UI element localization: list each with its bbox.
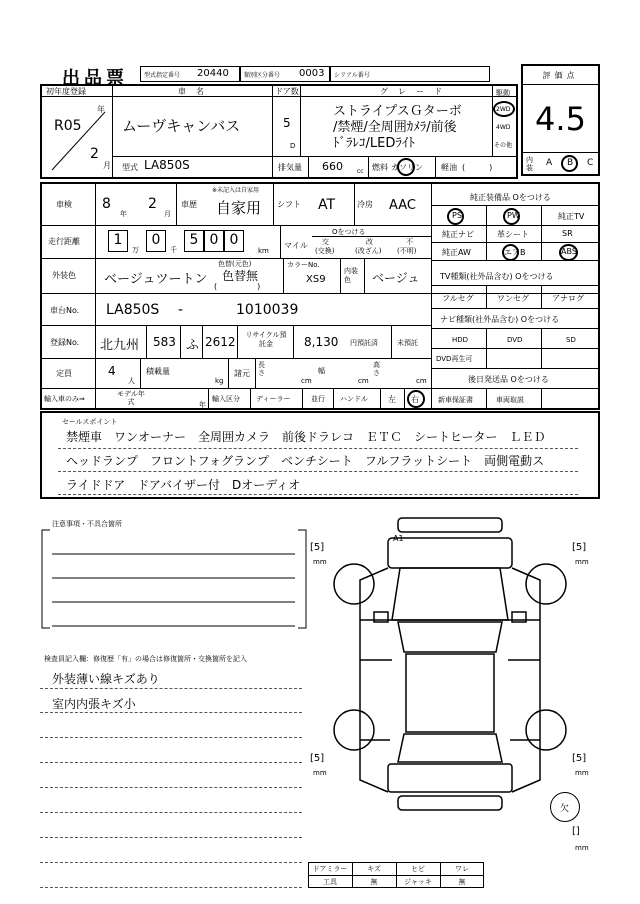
tv-fullseg: フルセグ bbox=[442, 294, 474, 303]
import-label: 輸入車のみ⇒ bbox=[44, 395, 85, 403]
spare-missing: 欠 bbox=[560, 804, 570, 814]
fuel-label: 燃料 bbox=[372, 163, 388, 172]
tire-rr-depth: 5 bbox=[575, 753, 583, 764]
inspection-year-unit: 年 bbox=[120, 210, 127, 218]
drive-4wd: 4WD bbox=[496, 124, 511, 131]
drive-2wd-circle bbox=[493, 101, 515, 117]
sales-points-line2: ヘッドランプ フロントフォグランプ ベンチシート フルフラットシート 両側電動ス bbox=[66, 454, 545, 468]
capacity-label: 定員 bbox=[56, 369, 72, 378]
later-title: 後日発送品 Oをつける bbox=[468, 375, 549, 384]
equipment-title: 純正装備品 Oをつける bbox=[470, 193, 551, 202]
interior-a: A bbox=[546, 158, 553, 168]
mileage-digit-2: 0 bbox=[151, 232, 161, 248]
sales-points-line1: 禁煙車 ワンオーナー 全周囲カメラ 前後ドラレコ ＥＴＣ シートヒーター ＬＥＤ bbox=[66, 430, 546, 444]
chassis-label: 車台No. bbox=[50, 306, 80, 315]
fuel-circle bbox=[397, 158, 415, 176]
diesel-paren: ( ) bbox=[462, 163, 493, 172]
reg-slash bbox=[50, 108, 110, 174]
handle-label: ハンドル bbox=[340, 395, 368, 403]
footer-tools-label: 工具 bbox=[323, 878, 337, 886]
left-label: 左 bbox=[388, 395, 396, 404]
import-class-label: 輸入区分 bbox=[212, 395, 240, 403]
grade-label: グレード bbox=[380, 87, 452, 96]
serial-box bbox=[330, 66, 490, 82]
recycle-value: 8,130 bbox=[304, 335, 339, 349]
meter-exchange: (交換) bbox=[315, 247, 335, 255]
width-label: 幅 bbox=[318, 367, 325, 375]
ac-label: 冷房 bbox=[357, 200, 373, 209]
tire-rl-depth: 5 bbox=[313, 753, 321, 764]
model-year-unit: 年 bbox=[199, 401, 206, 409]
color-orig-label: 色替(元色) bbox=[218, 260, 252, 268]
navi-sd: SD bbox=[566, 336, 576, 344]
notes-line1: 外装薄い線キズあり bbox=[52, 672, 160, 686]
right-circle bbox=[407, 390, 425, 408]
equip-abs-circle bbox=[559, 244, 578, 261]
mileage-digit-3: 5 bbox=[189, 232, 199, 248]
history-label: 車歴 bbox=[181, 200, 197, 209]
caution-label: 注意事項・不具合箇所 bbox=[52, 520, 122, 528]
dvd-player: DVD再生可 bbox=[436, 355, 473, 363]
equip-airbag: エアB bbox=[504, 248, 526, 257]
footer-header-scratch: キズ bbox=[367, 865, 381, 873]
chassis-number: 1010039 bbox=[236, 302, 299, 318]
plate-kana: ふ bbox=[186, 338, 200, 353]
spare-mm: mm bbox=[575, 844, 589, 852]
sales-points-label: セールスポイント bbox=[62, 418, 118, 426]
equip-ps-circle bbox=[447, 208, 464, 225]
footer-header-mirror: ドアミラー bbox=[312, 865, 348, 873]
interior-c: C bbox=[587, 158, 594, 168]
first-reg-month: 2 bbox=[90, 146, 99, 162]
inspection-label: 車検 bbox=[56, 200, 72, 209]
model-cert-box bbox=[140, 66, 240, 82]
shift-value: AT bbox=[318, 197, 336, 213]
interior-b: B bbox=[567, 158, 574, 168]
score-label: 評価点 bbox=[542, 71, 579, 80]
equip-sr: SR bbox=[562, 229, 573, 238]
mileage-digit-4: 0 bbox=[209, 232, 219, 248]
mile-label: マイル bbox=[284, 241, 308, 250]
recycle-label: リサイクル預託金 bbox=[245, 331, 287, 348]
mileage-unit: km bbox=[258, 247, 269, 255]
history-note: ※未記入は自家用 bbox=[212, 187, 260, 194]
page-title: 出品票 bbox=[62, 68, 128, 89]
tire-rl-mm: mm bbox=[313, 769, 327, 777]
interior-b-circle bbox=[561, 155, 578, 172]
drive-2wd: 2WD bbox=[496, 106, 511, 113]
doors-value: 5 bbox=[283, 116, 291, 130]
drive-other: その他 bbox=[494, 142, 513, 149]
meter-circle-label: Oをつける bbox=[332, 228, 366, 236]
footer-jack-label: ジャッキ bbox=[404, 878, 432, 886]
car-name-label: 車名 bbox=[178, 87, 214, 96]
recycle-unpaid: 未預託 bbox=[397, 339, 418, 347]
later-manual: 車両取説 bbox=[496, 396, 524, 404]
color-value: ベージュツートン bbox=[104, 272, 208, 287]
tire-fl-depth: 5 bbox=[313, 542, 321, 553]
displacement-unit: cc bbox=[357, 168, 364, 175]
inspection-month-unit: 月 bbox=[164, 210, 171, 218]
interior-color-value: ベージュ bbox=[372, 271, 420, 285]
year-unit: 年 bbox=[97, 105, 105, 114]
mileage-man: 万 bbox=[132, 246, 139, 254]
doors-d: D bbox=[290, 142, 296, 150]
footer-header-break: ワレ bbox=[455, 865, 469, 873]
first-reg-era: R05 bbox=[54, 118, 82, 134]
height-cm: cm bbox=[416, 377, 427, 385]
tire-fl-bracket: [5] bbox=[310, 542, 325, 553]
doors-label: ドア数 bbox=[275, 87, 299, 96]
tv-oneseg: ワンセグ bbox=[497, 294, 529, 303]
equip-pw: PW bbox=[507, 211, 520, 220]
color-orig-value: 色替無 bbox=[222, 269, 259, 283]
tire-fr-depth: 5 bbox=[575, 542, 583, 553]
meter-unknown-mark: 不 bbox=[406, 238, 413, 246]
equip-tv: 純正TV bbox=[558, 212, 585, 221]
mileage-sen: 千 bbox=[170, 246, 177, 254]
class-label: 類別区分番号 bbox=[244, 72, 281, 79]
dealer-label: ディーラー bbox=[256, 395, 291, 403]
shift-label: シフト bbox=[277, 200, 301, 209]
equip-airbag-circle bbox=[502, 244, 519, 261]
diesel-label: 軽油 bbox=[441, 163, 457, 172]
plate-class: 583 bbox=[153, 335, 176, 349]
equip-leather: 革シート bbox=[497, 230, 529, 239]
equip-ps: PS bbox=[452, 211, 462, 220]
plate-region: 北九州 bbox=[100, 338, 140, 353]
model-code: LA850S bbox=[144, 158, 190, 172]
length-label: 長さ bbox=[258, 361, 265, 377]
model-label: 型式 bbox=[122, 163, 138, 172]
tire-rr-bracket: [5] bbox=[572, 753, 587, 764]
displacement-value: 660 bbox=[322, 160, 343, 173]
month-unit: 月 bbox=[103, 161, 111, 170]
height-label: 高さ bbox=[373, 361, 380, 377]
load-unit: kg bbox=[215, 377, 224, 385]
capacity-value: 4 bbox=[108, 364, 116, 378]
ac-value: AAC bbox=[389, 198, 416, 213]
model-cert-value: 20440 bbox=[197, 68, 229, 79]
grade-line1: ストライプスＧターボ bbox=[333, 104, 462, 119]
tire-fl-mm: mm bbox=[313, 558, 327, 566]
color-label: 外装色 bbox=[52, 271, 76, 280]
car-damage-diagram bbox=[330, 510, 570, 860]
model-year-label: モデル年式 bbox=[117, 390, 145, 406]
equip-navi: 純正ナビ bbox=[442, 230, 474, 239]
color-no-value: XS9 bbox=[306, 274, 326, 285]
model-cert-label: 型式指定番号 bbox=[144, 72, 181, 79]
history-value: 自家用 bbox=[216, 199, 262, 217]
displacement-label: 排気量 bbox=[278, 163, 302, 172]
meter-modified: (改ざん) bbox=[355, 247, 382, 255]
equip-abs: ABS bbox=[561, 247, 577, 256]
parallel-label: 並行 bbox=[311, 395, 325, 403]
tire-rl-bracket: [5] bbox=[310, 753, 325, 764]
fuel-value: ガソリン bbox=[391, 163, 423, 172]
grade-line2: /禁煙/全周囲ｶﾒﾗ/前後 bbox=[333, 120, 457, 135]
tire-fr-mm: mm bbox=[575, 558, 589, 566]
footer-jack-value: 無 bbox=[458, 878, 466, 886]
tire-fr-bracket: [5] bbox=[572, 542, 587, 553]
footer-header-crack: ヒビ bbox=[411, 865, 425, 873]
interior-label: 内装 bbox=[526, 156, 533, 172]
dims-label: 諸元 bbox=[234, 369, 250, 378]
capacity-unit: 人 bbox=[128, 377, 135, 385]
sales-points-line3: ライドドア ドアバイザー付 Dオーディオ bbox=[66, 478, 301, 492]
score-value: 4.5 bbox=[535, 100, 586, 138]
color-no-label: カラーNo. bbox=[287, 261, 320, 269]
meter-exchange-mark: 交 bbox=[322, 238, 329, 246]
load-label: 積載量 bbox=[146, 367, 170, 376]
color-orig-paren: ( ) bbox=[214, 282, 261, 291]
later-warranty: 新車保証書 bbox=[438, 396, 473, 404]
tv-analog: アナログ bbox=[552, 294, 584, 303]
notes-line2: 室内内張キズ小 bbox=[52, 697, 136, 711]
mileage-digit-1: 1 bbox=[113, 232, 123, 248]
width-cm: cm bbox=[358, 377, 369, 385]
diagram-a1: A1 bbox=[393, 534, 404, 543]
grade-line3: ﾄﾞﾗﾚｺ/LEDﾗｲﾄ bbox=[333, 136, 415, 151]
footer-tools-value: 無 bbox=[370, 878, 378, 886]
plate-number: 2612 bbox=[205, 335, 236, 349]
spare-bracket: [] bbox=[572, 826, 580, 837]
interior-color-label: 内装色 bbox=[344, 267, 358, 284]
mileage-label: 走行距離 bbox=[48, 237, 80, 246]
navi-type-title: ナビ種類(社外品含む) Oをつける bbox=[440, 315, 560, 324]
inspection-year: 8 bbox=[102, 196, 111, 212]
mileage-digit-5: 0 bbox=[229, 232, 239, 248]
first-reg-label: 初年度登録 bbox=[46, 87, 86, 96]
length-cm: cm bbox=[301, 377, 312, 385]
tv-type-title: TV種類(社外品含む) Oをつける bbox=[440, 272, 554, 281]
navi-hdd: HDD bbox=[452, 336, 469, 344]
recycle-paid: 円預託済 bbox=[350, 339, 378, 347]
meter-unknown: (不明) bbox=[397, 247, 417, 255]
class-box bbox=[240, 66, 330, 82]
equip-pw-circle bbox=[503, 208, 520, 225]
chassis-dash: - bbox=[178, 302, 184, 318]
inspection-month: 2 bbox=[148, 196, 157, 212]
chassis-prefix: LA850S bbox=[106, 302, 160, 318]
car-name: ムーヴキャンバス bbox=[122, 117, 241, 135]
drive-label: 駆動 bbox=[496, 89, 510, 97]
serial-label: シリアル番号 bbox=[334, 72, 370, 79]
navi-dvd: DVD bbox=[507, 336, 523, 344]
tire-rr-mm: mm bbox=[575, 769, 589, 777]
plate-label: 登録No. bbox=[50, 338, 80, 347]
caution-area bbox=[40, 528, 310, 638]
meter-modified-mark: 改 bbox=[366, 238, 373, 246]
right-label: 右 bbox=[411, 395, 419, 404]
inspector-label: 検査員記入欄：修復歴「有」の場合は修復箇所・交換箇所を記入 bbox=[44, 655, 247, 663]
equip-aw: 純正AW bbox=[442, 248, 471, 257]
class-value: 0003 bbox=[299, 68, 325, 79]
